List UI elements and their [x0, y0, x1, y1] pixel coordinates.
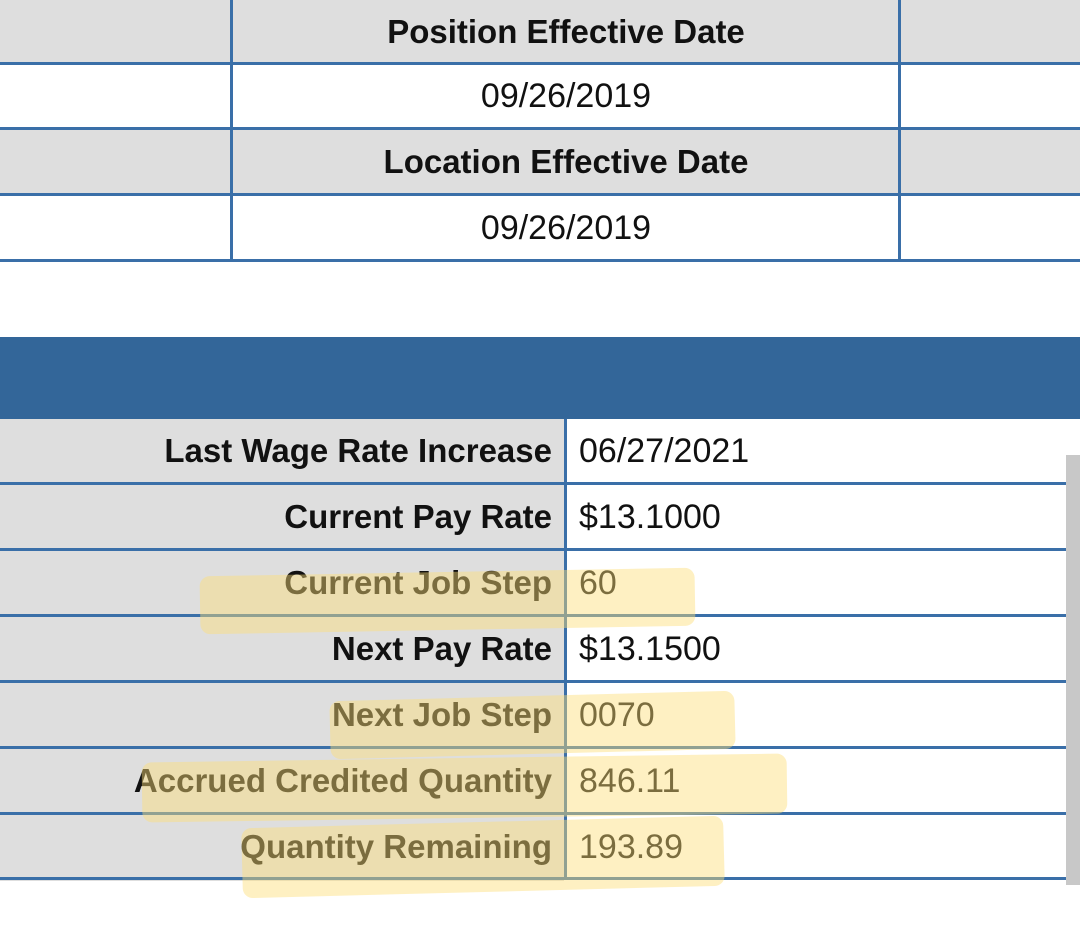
last-wage-rate-increase-value: 06/27/2021: [579, 432, 750, 470]
current-job-step-label: Current Job Step: [284, 564, 552, 601]
current-job-step-value: 60: [579, 564, 617, 602]
highlighter-mark: [241, 816, 725, 899]
next-pay-rate-value: $13.1500: [579, 630, 721, 668]
current-pay-rate-label: Current Pay Rate: [284, 498, 552, 535]
accrued-credited-quantity-value: 846.11: [579, 762, 681, 800]
current-pay-rate-value: $13.1000: [579, 498, 721, 536]
row-divider: [0, 193, 1080, 196]
row-divider: [0, 548, 1080, 551]
table-row-header: [0, 130, 1080, 194]
label-cell: [0, 419, 564, 485]
quantity-remaining-value: 193.89: [579, 828, 683, 866]
location-effective-date-value: 09/26/2019: [480, 209, 652, 247]
column-divider: [898, 0, 901, 262]
row-divider: [0, 482, 1080, 485]
row-divider: [0, 680, 1080, 683]
next-job-step-label: Next Job Step: [331, 696, 552, 733]
quantity-remaining-label: Quantity Remaining: [240, 828, 552, 865]
position-effective-date-value: 09/26/2019: [480, 77, 652, 115]
label-cell: [0, 485, 564, 551]
row-divider: [0, 259, 1080, 262]
scrollbar[interactable]: [1066, 455, 1080, 885]
row-divider: [0, 127, 1080, 130]
highlighter-mark: [329, 691, 735, 760]
accrued-credited-quantity-label: Accrued Credited Quantity: [133, 762, 552, 799]
table-row: [0, 64, 1080, 128]
table-row: [0, 485, 1080, 551]
table-row: [0, 419, 1080, 485]
effective-dates-table: [0, 0, 1080, 262]
column-divider: [230, 0, 233, 262]
table-row: [0, 196, 1080, 260]
next-pay-rate-label: Next Pay Rate: [331, 630, 552, 667]
table-row-header: [0, 0, 1080, 64]
highlighter-mark: [200, 568, 696, 635]
section-header-band: [0, 337, 1080, 419]
next-job-step-value: 0070: [579, 696, 655, 734]
location-effective-date-header: Location Effective Date: [383, 143, 749, 180]
row-divider: [0, 62, 1080, 65]
position-effective-date-header: Position Effective Date: [387, 13, 745, 50]
last-wage-rate-increase-label: Last Wage Rate Increase: [164, 432, 552, 469]
highlighter-mark: [142, 754, 788, 823]
